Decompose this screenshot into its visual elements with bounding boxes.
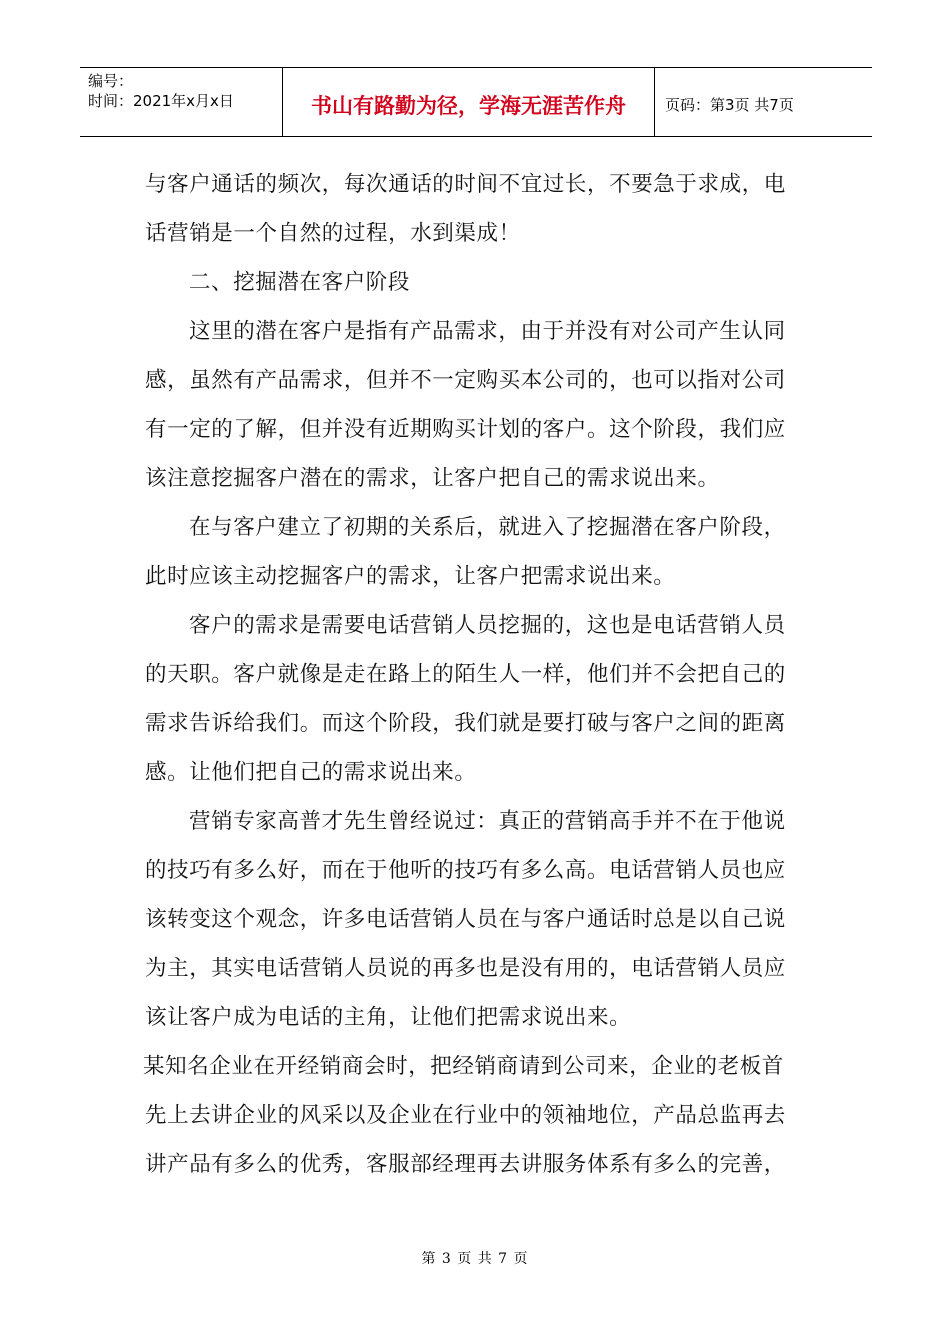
body-line: 客户的需求是需要电话营销人员挖掘的，这也是电话营销人员 — [189, 613, 786, 638]
time-label: 时间：2021年x月x日 — [88, 92, 234, 110]
body-line: 感。让他们把自己的需求说出来。 — [145, 760, 477, 785]
number-label: 编号： — [88, 72, 134, 90]
body-line: 需求告诉给我们。而这个阶段，我们就是要打破与客户之间的距离 — [145, 711, 786, 736]
document-body — [145, 160, 807, 1189]
body-line: 感，虽然有产品需求，但并不一定购买本公司的，也可以指对公司 — [145, 368, 786, 393]
body-line: 的天职。客户就像是走在路上的陌生人一样，他们并不会把自己的 — [145, 662, 786, 687]
body-line: 与客户通话的频次，每次通话的时间不宜过长，不要急于求成，电 — [145, 172, 786, 197]
body-line: 营销专家高普才先生曾经说过：真正的营销高手并不在于他说 — [189, 809, 786, 834]
body-line: 在与客户建立了初期的关系后，就进入了挖掘潜在客户阶段， — [189, 515, 786, 540]
body-line: 该转变这个观念，许多电话营销人员在与客户通话时总是以自己说 — [145, 907, 786, 932]
page-header — [80, 67, 872, 137]
body-line: 这里的潜在客户是指有产品需求，由于并没有对公司产生认同 — [189, 319, 786, 344]
body-line: 该让客户成为电话的主角，让他们把需求说出来。 — [145, 1005, 632, 1030]
header-page-info: 页码：第3页 共7页 — [665, 95, 794, 114]
section-heading: 二、挖掘潜在客户阶段 — [189, 270, 411, 295]
body-line: 话营销是一个自然的过程，水到渠成！ — [145, 221, 521, 246]
header-meta-cell — [80, 68, 283, 136]
page-footer: 第 3 页 共 7 页 — [421, 1251, 529, 1267]
body-line: 的技巧有多么好，而在于他听的技巧有多么高。电话营销人员也应 — [145, 858, 786, 883]
body-line: 先上去讲企业的风采以及企业在行业中的领袖地位，产品总监再去 — [145, 1103, 786, 1128]
body-line: 某知名企业在开经销商会时，把经销商请到公司来，企业的老板首 — [143, 1054, 784, 1079]
header-motto: 书山有路勤为径，学海无涯苦作舟 — [283, 68, 655, 136]
body-line: 有一定的了解，但并没有近期购买计划的客户。这个阶段，我们应 — [145, 417, 786, 442]
body-line: 讲产品有多么的优秀，客服部经理再去讲服务体系有多么的完善， — [145, 1152, 786, 1177]
body-line: 该注意挖掘客户潜在的需求，让客户把自己的需求说出来。 — [145, 466, 720, 491]
body-line: 此时应该主动挖掘客户的需求，让客户把需求说出来。 — [145, 564, 676, 589]
body-line: 为主，其实电话营销人员说的再多也是没有用的，电话营销人员应 — [145, 956, 786, 981]
